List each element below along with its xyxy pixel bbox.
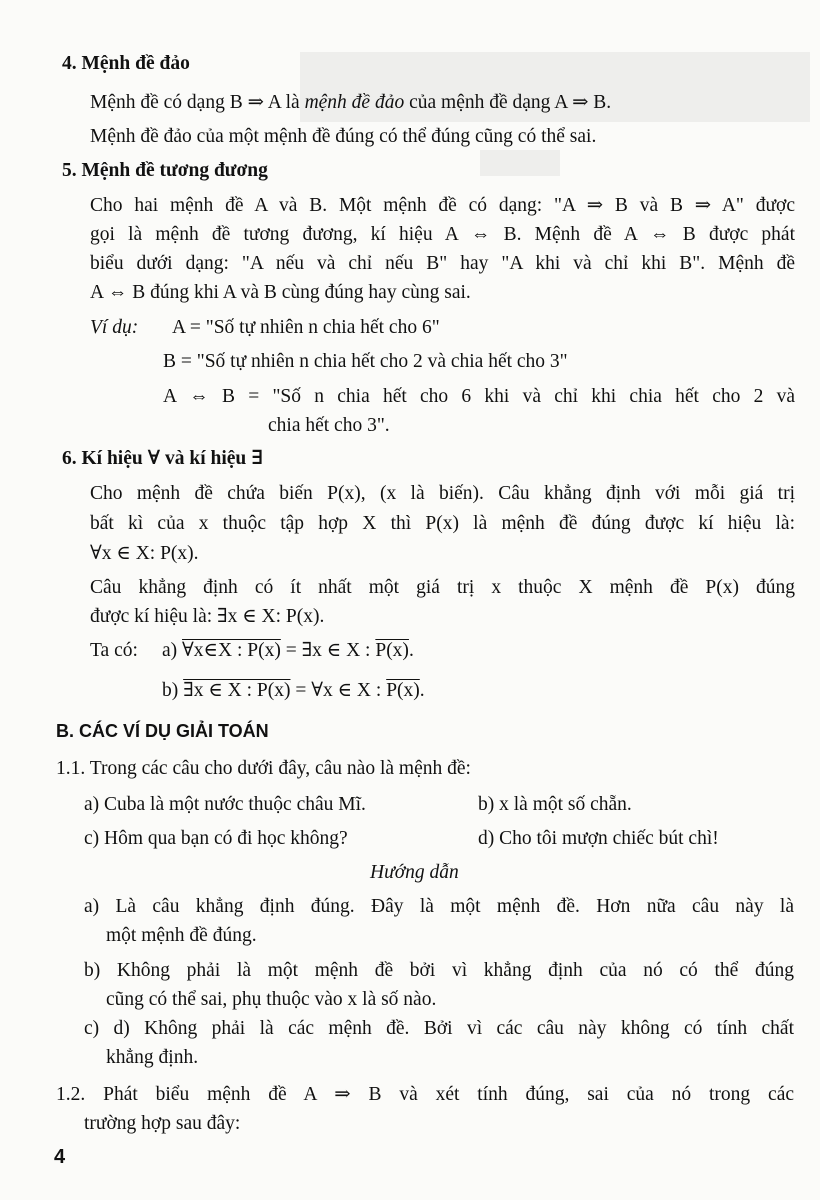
formula-a-right: P(x) <box>375 640 409 661</box>
section-6-para-line-2: bất kì của x thuộc tập hợp X thì P(x) là mệnh đề đúng được kí hiệu là: <box>90 513 795 534</box>
formula-a-end: . <box>408 640 414 661</box>
show-through-band-2 <box>480 150 560 176</box>
s4-line1-part-c: của mệnh đề dạng A ⇒ B. <box>404 92 612 113</box>
section-5-para-line-1: Cho hai mệnh đề A và B. Một mệnh đề có dạng: "A ⇒ B và B ⇒ A" được <box>90 195 795 216</box>
example-line-2: B = "Số tự nhiên n chia hết cho 2 và chia hết cho 3" <box>163 351 568 372</box>
formula-a-mid: = ∃x ∈ X : <box>280 640 376 661</box>
section-4-title: 4. Mệnh đề đảo <box>62 53 190 74</box>
s4-line1-term: mệnh đề đảo <box>304 92 405 113</box>
section-6-para-line-4: Câu khẳng định có ít nhất một giá trị x thuộc X mệnh đề P(x) đúng <box>90 577 795 598</box>
formula-b-label: b) <box>162 680 179 701</box>
formula-b-end: . <box>419 680 425 701</box>
section-6-para-line-1: Cho mệnh đề chứa biến P(x), (x là biến). Câu khẳng định với mỗi giá trị <box>90 483 795 504</box>
section-6-para-line-3: ∀x ∈ X: P(x). <box>90 543 199 564</box>
section-4-line-2: Mệnh đề đảo của một mệnh đề đúng có thể đúng cũng có thể sai. <box>90 126 597 147</box>
formula-b <box>162 678 425 704</box>
section-5-title: 5. Mệnh đề tương đương <box>62 160 268 181</box>
question-1-1-text: 1.1. Trong các câu cho dưới đây, câu nào là mệnh đề: <box>56 758 471 779</box>
question-1-2-line-1: 1.2. Phát biểu mệnh đề A ⇒ B và xét tính đúng, sai của nó trong các <box>56 1084 794 1105</box>
formula-a <box>162 638 414 664</box>
option-1-1-a: a) Cuba là một nước thuộc châu Mĩ. <box>84 794 366 815</box>
guide-b-line-1: b) Không phải là một mệnh đề bởi vì khẳng định của nó có thể đúng <box>84 960 794 981</box>
guide-a-line-2: một mệnh đề đúng. <box>106 925 257 946</box>
guide-c-line-1: c) d) Không phải là các mệnh đề. Bởi vì các câu này không có tính chất <box>84 1018 794 1039</box>
option-1-1-b: b) x là một số chẵn. <box>478 794 632 815</box>
section-5-para-line-2: gọi là mệnh đề tương đương, kí hiệu A ⇔ B. Mệnh đề A ⇔ B được phát <box>90 224 795 245</box>
section-6-title: 6. Kí hiệu ∀ và kí hiệu ∃ <box>62 448 264 469</box>
formula-b-right: P(x) <box>386 680 420 701</box>
question-1-1 <box>56 756 471 782</box>
example-label: Ví dụ: <box>90 317 139 338</box>
page-number: 4 <box>54 1146 66 1168</box>
guide-c-line-2: khẳng định. <box>106 1047 199 1068</box>
section-5-para-line-3: biểu dưới dạng: "A nếu và chỉ nếu B" hay "A khi và chỉ khi B". Mệnh đề <box>90 253 795 274</box>
section-b-title: B. CÁC VÍ DỤ GIẢI TOÁN <box>56 721 269 741</box>
guide-heading: Hướng dẫn <box>370 862 459 883</box>
guide-b-line-2: cũng có thể sai, phụ thuộc vào x là số nào. <box>106 989 437 1010</box>
section-6-para-line-5: được kí hiệu là: ∃x ∈ X: P(x). <box>90 606 325 627</box>
ta-co-label: Ta có: <box>90 640 138 661</box>
question-1-2-line-2: trường hợp sau đây: <box>84 1113 241 1134</box>
section-4-line-1 <box>90 90 611 116</box>
option-1-1-d: d) Cho tôi mượn chiếc bút chì! <box>478 828 719 849</box>
formula-a-left: ∀x∈X : P(x) <box>182 640 281 661</box>
formula-a-label: a) <box>162 640 178 661</box>
section-5-para-line-4: A ⇔ B đúng khi A và B cùng đúng hay cùng sai. <box>90 282 471 303</box>
guide-a-line-1: a) Là câu khẳng định đúng. Đây là một mệnh đề. Hơn nữa câu này là <box>84 896 794 917</box>
s4-line1-part-a: Mệnh đề có dạng B ⇒ A là <box>90 92 305 113</box>
option-1-1-c: c) Hôm qua bạn có đi học không? <box>84 828 348 849</box>
formula-b-left: ∃x ∈ X : P(x) <box>183 680 291 701</box>
example-line-3: A ⇔ B = "Số n chia hết cho 6 khi và chỉ khi chia hết cho 2 và <box>163 386 795 407</box>
formula-b-mid: = ∀x ∈ X : <box>290 680 387 701</box>
example-line-1: A = "Số tự nhiên n chia hết cho 6" <box>172 317 440 338</box>
example-line-4: chia hết cho 3". <box>268 415 390 436</box>
